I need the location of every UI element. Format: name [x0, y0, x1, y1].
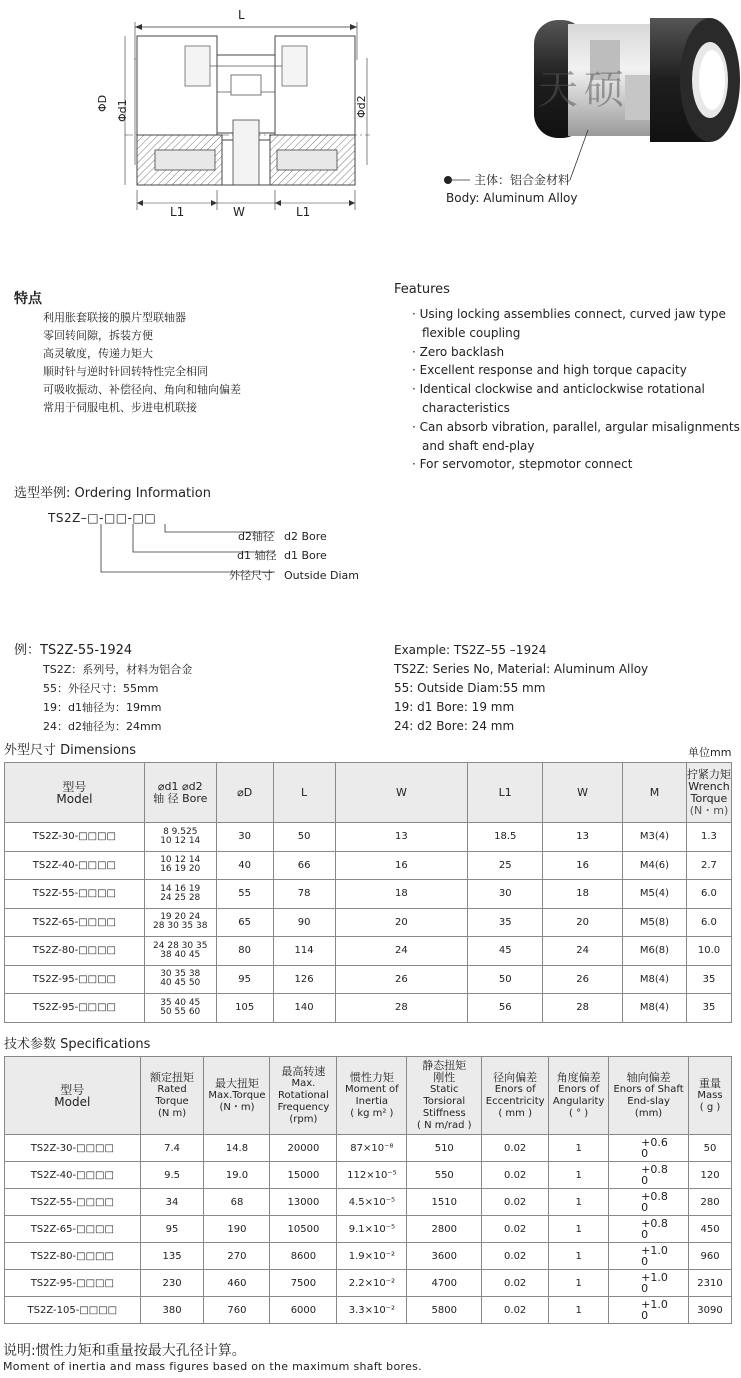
cell-model: TS2Z-65-□□□□: [5, 908, 145, 937]
cell-W2: 24: [543, 937, 623, 966]
cell-mass: 3090: [689, 1297, 732, 1324]
table-row: [5, 1162, 732, 1189]
cell-angle: 1: [549, 1270, 609, 1297]
list-item: flexible coupling: [422, 325, 521, 340]
features-cn-list: [43, 309, 241, 417]
example-cn-list: [43, 660, 192, 736]
cell-inertia: 4.5×10⁻⁵: [337, 1189, 407, 1216]
cell-model: TS2Z-80-□□□□: [5, 1243, 141, 1270]
features-en-list: [412, 305, 740, 474]
cell-W: 16: [335, 851, 468, 880]
ordering-title: 选型举例: Ordering Information: [14, 486, 211, 501]
cell-M: M8(4): [623, 994, 687, 1023]
cell-stiff: 3600: [407, 1243, 482, 1270]
list-item: · For servomotor, stepmotor connect: [412, 457, 633, 472]
list-item: and shaft end-play: [422, 438, 535, 453]
list-item: 19: d1 Bore: 19 mm: [394, 700, 515, 714]
ordering-label-d1-en: d1 Bore: [284, 549, 327, 562]
col-W2: W: [543, 763, 623, 823]
example-cn-title: 例：TS2Z-55-1924: [14, 643, 133, 658]
cell-W: 13: [335, 823, 468, 852]
dim-W-label: W: [233, 205, 245, 219]
cell-angle: 1: [549, 1243, 609, 1270]
cell-torque: 35: [686, 965, 731, 994]
cell-rated: 135: [140, 1243, 204, 1270]
table-row: [5, 965, 732, 994]
table-row: [5, 937, 732, 966]
coupling-section-drawing: [95, 0, 395, 225]
cell-D: 80: [216, 937, 273, 966]
cell-W: 18: [335, 880, 468, 909]
ordering-label-d2-cn: d2轴径: [238, 530, 274, 543]
cell-max: 270: [204, 1243, 270, 1270]
cell-speed: 20000: [270, 1135, 337, 1162]
cell-rated: 34: [140, 1189, 204, 1216]
table-row: [5, 994, 732, 1023]
list-item: 零回转间隙，拆装方便: [43, 329, 153, 342]
cell-mass: 960: [689, 1243, 732, 1270]
cell-angle: 1: [549, 1189, 609, 1216]
list-item: · Using locking assemblies connect, curved jaw type: [412, 307, 726, 321]
cell-model: TS2Z-30-□□□□: [5, 1135, 141, 1162]
cell-speed: 13000: [270, 1189, 337, 1216]
cell-bore: 35 40 45 50 55 60: [144, 994, 216, 1023]
cell-rated: 95: [140, 1216, 204, 1243]
footnote-cn: 说明:惯性力矩和重量按最大孔径计算。: [3, 1343, 246, 1359]
cell-model: TS2Z-95-□□□□: [5, 965, 145, 994]
col-model: 型号 Model: [5, 1057, 141, 1135]
col-L1: L1: [468, 763, 543, 823]
cell-M: M3(4): [623, 823, 687, 852]
table-row: [5, 823, 732, 852]
cell-bore: 10 12 14 16 19 20: [144, 851, 216, 880]
cell-bore: 30 35 38 40 45 50: [144, 965, 216, 994]
cell-L1: 18.5: [468, 823, 543, 852]
cell-mass: 50: [689, 1135, 732, 1162]
cell-torque: 1.3: [686, 823, 731, 852]
cell-mass: 120: [689, 1162, 732, 1189]
list-item: 利用胀套联接的膜片型联轴器: [43, 311, 186, 324]
cell-radial: 0.02: [482, 1216, 549, 1243]
cell-W2: 26: [543, 965, 623, 994]
cell-L: 90: [273, 908, 335, 937]
cell-axial: +0.8 0: [609, 1162, 689, 1189]
dimensions-title: 外型尺寸 Dimensions: [4, 743, 137, 758]
cell-D: 40: [216, 851, 273, 880]
cell-rated: 230: [140, 1270, 204, 1297]
dim-d1-label: Φd1: [116, 99, 129, 122]
cell-L: 114: [273, 937, 335, 966]
cell-axial: +1.0 0: [609, 1270, 689, 1297]
col-bore: ⌀d1 ⌀d2 轴 径 Bore: [144, 763, 216, 823]
table-header-row: [5, 1057, 732, 1135]
cell-bore: 8 9.525 10 12 14: [144, 823, 216, 852]
cell-speed: 7500: [270, 1270, 337, 1297]
cell-stiff: 2800: [407, 1216, 482, 1243]
ordering-code: TS2Z–□-□□-□□: [48, 511, 157, 525]
cell-W2: 16: [543, 851, 623, 880]
cell-D: 30: [216, 823, 273, 852]
cell-L1: 45: [468, 937, 543, 966]
list-item: · Identical clockwise and anticlockwise rotational: [412, 382, 705, 397]
cell-inertia: 2.2×10⁻²: [337, 1270, 407, 1297]
list-item: 顺时针与逆时针回转特性完全相同: [43, 365, 208, 378]
ordering-label-d1-cn: d1 轴径: [237, 549, 277, 562]
list-item: · Zero backlash: [412, 344, 505, 359]
table-row: [5, 1297, 732, 1324]
specifications-table: [4, 1056, 732, 1324]
cell-D: 55: [216, 880, 273, 909]
cell-model: TS2Z-105-□□□□: [5, 1297, 141, 1324]
list-item: · Excellent response and high torque capacity: [412, 363, 687, 378]
cell-max: 190: [204, 1216, 270, 1243]
cell-mass: 450: [689, 1216, 732, 1243]
cell-speed: 10500: [270, 1216, 337, 1243]
cell-model: TS2Z-55-□□□□: [5, 880, 145, 909]
list-item: TS2Z：系列号，材料为铝合金: [43, 663, 193, 676]
cell-inertia: 87×10⁻⁸: [337, 1135, 407, 1162]
cell-L: 78: [273, 880, 335, 909]
unit-label: 单位mm: [688, 746, 732, 759]
cell-W2: 28: [543, 994, 623, 1023]
cell-model: TS2Z-55-□□□□: [5, 1189, 141, 1216]
cell-stiff: 1510: [407, 1189, 482, 1216]
list-item: 24：d2轴径为：24mm: [43, 720, 162, 733]
cell-radial: 0.02: [482, 1297, 549, 1324]
cell-radial: 0.02: [482, 1243, 549, 1270]
cell-speed: 6000: [270, 1297, 337, 1324]
table-row: [5, 1135, 732, 1162]
cell-radial: 0.02: [482, 1189, 549, 1216]
cell-stiff: 550: [407, 1162, 482, 1189]
cell-model: TS2Z-80-□□□□: [5, 937, 145, 966]
cell-mass: 2310: [689, 1270, 732, 1297]
table-row: [5, 908, 732, 937]
col-mass: 重量 Mass ( g ): [689, 1057, 732, 1135]
watermark-logo: 天硕: [538, 67, 630, 113]
cell-M: M5(8): [623, 908, 687, 937]
cell-inertia: 1.9×10⁻²: [337, 1243, 407, 1270]
list-item: 19：d1轴径为：19mm: [43, 701, 162, 714]
cell-model: TS2Z-40-□□□□: [5, 851, 145, 880]
col-W: W: [335, 763, 468, 823]
cell-L1: 50: [468, 965, 543, 994]
cell-M: M5(4): [623, 880, 687, 909]
cell-model: TS2Z-65-□□□□: [5, 1216, 141, 1243]
col-inertia: 惯性力矩 Moment of Inertia ( kg m² ): [337, 1057, 407, 1135]
cell-inertia: 3.3×10⁻²: [337, 1297, 407, 1324]
dim-L1-right-label: L1: [296, 205, 311, 219]
col-D: ⌀D: [216, 763, 273, 823]
list-item: characteristics: [422, 400, 510, 415]
cell-M: M6(8): [623, 937, 687, 966]
cell-axial: +0.8 0: [609, 1216, 689, 1243]
cell-model: TS2Z-40-□□□□: [5, 1162, 141, 1189]
cell-radial: 0.02: [482, 1162, 549, 1189]
cell-L1: 56: [468, 994, 543, 1023]
dim-D-label: ΦD: [96, 94, 109, 112]
cell-inertia: 112×10⁻⁵: [337, 1162, 407, 1189]
features-en-title: Features: [394, 282, 450, 297]
cell-stiff: 510: [407, 1135, 482, 1162]
cell-L: 50: [273, 823, 335, 852]
specifications-title: 技术参数 Specifications: [4, 1037, 151, 1052]
cell-bore: 14 16 19 24 25 28: [144, 880, 216, 909]
cell-D: 105: [216, 994, 273, 1023]
cell-model: TS2Z-95-□□□□: [5, 1270, 141, 1297]
col-radial: 径向偏差 Enors of Eccentricity ( mm ): [482, 1057, 549, 1135]
list-item: 高灵敏度，传递力矩大: [43, 347, 153, 360]
cell-axial: +1.0 0: [609, 1243, 689, 1270]
cell-torque: 6.0: [686, 908, 731, 937]
cell-angle: 1: [549, 1216, 609, 1243]
cell-L1: 25: [468, 851, 543, 880]
col-torque: 拧紧力矩 Wrench Torque (N・m): [686, 763, 731, 823]
table-row: [5, 851, 732, 880]
ordering-label-od-cn: 外径尺寸: [229, 569, 273, 582]
cell-max: 68: [204, 1189, 270, 1216]
col-L: L: [273, 763, 335, 823]
cell-torque: 2.7: [686, 851, 731, 880]
cell-radial: 0.02: [482, 1135, 549, 1162]
list-item: 55: Outside Diam:55 mm: [394, 681, 546, 695]
footnote-en: Moment of inertia and mass figures based on the maximum shaft bores.: [3, 1360, 422, 1373]
dim-L1-left-label: L1: [170, 205, 185, 219]
dim-d2-label: Φd2: [355, 95, 368, 118]
cell-W2: 18: [543, 880, 623, 909]
cell-L1: 35: [468, 908, 543, 937]
dim-L-label: L: [238, 8, 245, 22]
cell-max: 760: [204, 1297, 270, 1324]
cell-W2: 13: [543, 823, 623, 852]
cell-rated: 7.4: [140, 1135, 204, 1162]
col-angular: 角度偏差 Enors of Angularity ( ° ): [549, 1057, 609, 1135]
cell-torque: 35: [686, 994, 731, 1023]
cell-bore: 24 28 30 35 38 40 45: [144, 937, 216, 966]
cell-axial: +0.6 0: [609, 1135, 689, 1162]
cell-speed: 8600: [270, 1243, 337, 1270]
list-item: 55：外径尺寸：55mm: [43, 682, 159, 695]
cell-W2: 20: [543, 908, 623, 937]
table-row: [5, 1216, 732, 1243]
col-max-torque: 最大扭矩 Max.Torque (N・m): [204, 1057, 270, 1135]
cell-angle: 1: [549, 1297, 609, 1324]
cell-rated: 9.5: [140, 1162, 204, 1189]
cell-model: TS2Z-30-□□□□: [5, 823, 145, 852]
list-item: Example: TS2Z–55 –1924: [394, 643, 547, 657]
table-header-row: [5, 763, 732, 823]
cell-L: 140: [273, 994, 335, 1023]
features-cn-title: 特点: [14, 291, 42, 307]
cell-M: M4(6): [623, 851, 687, 880]
col-max-speed: 最高转速 Max. Rotational Frequency (rpm): [270, 1057, 337, 1135]
cell-W: 28: [335, 994, 468, 1023]
list-item: 可吸收振动、补偿径向、角向和轴向偏差: [43, 383, 241, 396]
cell-inertia: 9.1×10⁻⁵: [337, 1216, 407, 1243]
cell-radial: 0.02: [482, 1270, 549, 1297]
cell-model: TS2Z-95-□□□□: [5, 994, 145, 1023]
col-M: M: [623, 763, 687, 823]
list-item: · Can absorb vibration, parallel, argular misalignments: [412, 419, 740, 434]
body-material-en: Body: Aluminum Alloy: [446, 191, 578, 205]
cell-M: M8(4): [623, 965, 687, 994]
col-axial: 轴向偏差 Enors of Shaft End-slay (mm): [609, 1057, 689, 1135]
cell-angle: 1: [549, 1135, 609, 1162]
dimensions-table: [4, 762, 732, 1023]
example-en-list: [394, 641, 648, 736]
cell-L1: 30: [468, 880, 543, 909]
table-row: [5, 880, 732, 909]
col-model: 型号 Model: [5, 763, 145, 823]
cell-L: 66: [273, 851, 335, 880]
cell-W: 24: [335, 937, 468, 966]
ordering-label-d2-en: d2 Bore: [284, 530, 327, 543]
cell-bore: 19 20 24 28 30 35 38: [144, 908, 216, 937]
ordering-label-od-en: Outside Diam: [284, 569, 359, 582]
list-item: 常用于伺服电机、步进电机联接: [43, 401, 197, 414]
cell-D: 65: [216, 908, 273, 937]
cell-mass: 280: [689, 1189, 732, 1216]
table-row: [5, 1243, 732, 1270]
cell-rated: 380: [140, 1297, 204, 1324]
cell-axial: +0.8 0: [609, 1189, 689, 1216]
cell-torque: 6.0: [686, 880, 731, 909]
table-row: [5, 1189, 732, 1216]
cell-axial: +1.0 0: [609, 1297, 689, 1324]
cell-D: 95: [216, 965, 273, 994]
cell-L: 126: [273, 965, 335, 994]
list-item: 24: d2 Bore: 24 mm: [394, 719, 515, 733]
col-stiffness: 静态扭矩 刚性 Static Torsioral Stiffness ( N m/rad ): [407, 1057, 482, 1135]
cell-max: 460: [204, 1270, 270, 1297]
cell-W: 26: [335, 965, 468, 994]
cell-W: 20: [335, 908, 468, 937]
cell-max: 14.8: [204, 1135, 270, 1162]
cell-stiff: 4700: [407, 1270, 482, 1297]
cell-torque: 10.0: [686, 937, 731, 966]
cell-stiff: 5800: [407, 1297, 482, 1324]
col-rated-torque: 额定扭矩 Rated Torque (N m): [140, 1057, 204, 1135]
cell-max: 19.0: [204, 1162, 270, 1189]
cell-angle: 1: [549, 1162, 609, 1189]
list-item: TS2Z: Series No, Material: Aluminum Alloy: [394, 662, 649, 676]
cell-speed: 15000: [270, 1162, 337, 1189]
body-material-cn: 主体：铝合金材料: [474, 173, 571, 187]
table-row: [5, 1270, 732, 1297]
